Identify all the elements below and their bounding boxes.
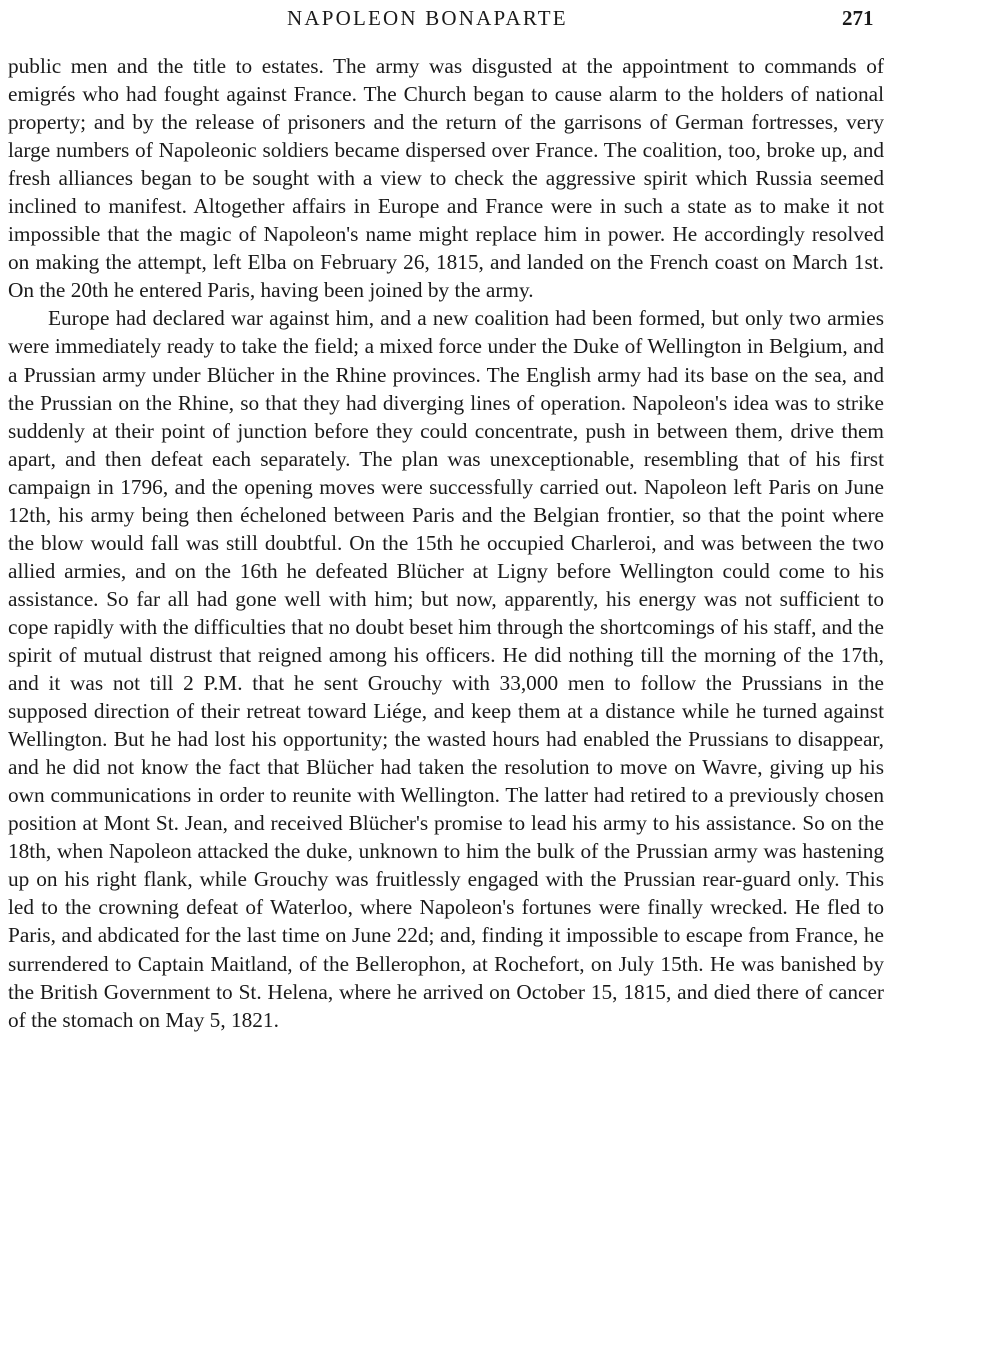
running-title: NAPOLEON BONAPARTE	[287, 6, 568, 30]
running-head	[0, 6, 995, 34]
page-number: 271	[842, 6, 874, 30]
paragraph-continued: public men and the title to estates. The army was disgusted at the appointment to commands of emigrés who had fought against France. The Church began to cause alarm to the holders of national property; and by the release of prisoners and the return of the garrisons of German fortresses, very large numbers of Napoleonic soldiers became dispersed over France. The coalition, too, broke up, and fresh alliances began to be sought with a view to check the aggressive spirit which Russia seemed inclined to manifest. Altogether affairs in Europe and France were in such a state as to make it not impossible that the magic of Napoleon's name might replace him in power. He accordingly resolved on making the attempt, left Elba on February 26, 1815, and landed on the French coast on March 1st. On the 20th he entered Paris, having been joined by the army.	[8, 54, 884, 303]
body-text	[8, 52, 884, 1034]
paragraph-waterloo: Europe had declared war against him, and a new coalition had been formed, but only two armies were immediately ready to take the field; a mixed force under the Duke of Wellington in Belgium, and a Prussian army under Blücher in the Rhine provinces. The English army had its base on the sea, and the Prussian on the Rhine, so that they had diverging lines of operation. Napoleon's idea was to strike suddenly at their point of junction before they could concentrate, push in between them, drive them apart, and then defeat each separately. The plan was unexceptionable, resembling that of his first campaign in 1796, and the opening moves were successfully carried out. Napoleon left Paris on June 12th, his army being then écheloned between Paris and the Belgian frontier, so that the point where the blow would fall was still doubtful. On the 15th he occupied Charleroi, and was between the two allied armies, and on the 16th he defeated Blücher at Ligny before Wellington could come to his assistance. So far all had gone well with him; but now, apparently, his energy was not sufficient to cope rapidly with the difficulties that no doubt beset him through the shortcomings of his staff, and the spirit of mutual distrust that reigned among his officers. He did nothing till the morning of the 17th, and it was not till 2 P.M. that he sent Grouchy with 33,000 men to follow the Prussians in the supposed direction of their retreat toward Liége, and keep them at a distance while he turned against Wellington. But he had lost his opportunity; the wasted hours had enabled the Prussians to disappear, and he did not know the fact that Blücher had taken the resolution to move on Wavre, giving up his own communications in order to reunite with Wellington. The latter had retired to a previously chosen position at Mont St. Jean, and received Blücher's promise to lead his army to his assistance. So on the 18th, when Napoleon attacked the duke, unknown to him the bulk of the Prussian army was hastening up on his right flank, while Grouchy was fruitlessly engaged with the Prussian rear-guard only. This led to the crowning defeat of Waterloo, where Napoleon's fortunes were finally wrecked. He fled to Paris, and abdicated for the last time on June 22d; and, finding it impossible to escape from France, he surrendered to Captain Maitland, of the Bellerophon, at Rochefort, on July 15th. He was banished by the British Government to St. Helena, where he arrived on October 15, 1815, and died there of cancer of the stomach on May 5, 1821.	[8, 306, 884, 1032]
